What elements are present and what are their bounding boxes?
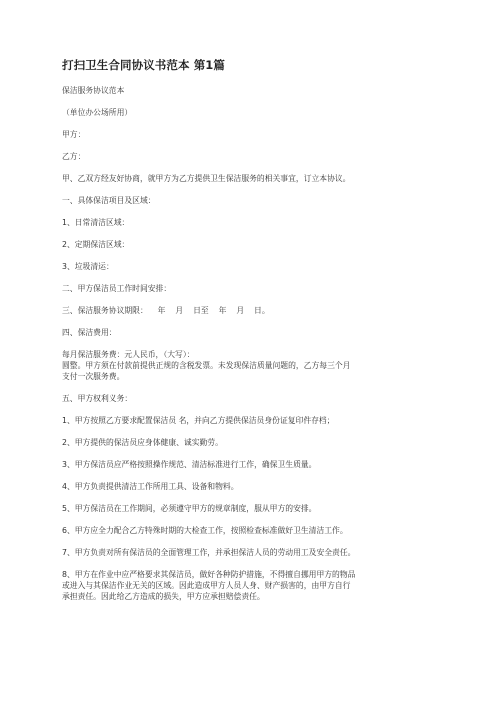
document-title: 打扫卫生合同协议书范本 第1篇: [62, 58, 226, 72]
paragraph: （单位办公场所用）: [62, 108, 133, 117]
paragraph: 1、甲方按照乙方要求配置保洁员 名，并向乙方提供保洁员身份证复印件存档；: [62, 416, 335, 425]
paragraph: 甲方：: [62, 130, 86, 139]
paragraph: 7、甲方负责对所有保洁员的全面管理工作，并承担保洁人员的劳动用工及安全责任。: [62, 548, 356, 557]
paragraph: 五、甲方权利义务：: [62, 394, 133, 403]
paragraph: 二、甲方保洁员工作时间安排：: [62, 284, 172, 293]
paragraph: 甲、乙双方经友好协商，就甲方为乙方提供卫生保洁服务的相关事宜，订立本协议。: [62, 174, 351, 183]
paragraph: 4、甲方负责提供清洁工作所用工具、设备和物料。: [62, 482, 239, 491]
paragraph: 2、甲方提供的保洁员应身体健康、诚实勤劳。: [62, 438, 223, 447]
paragraph: 每月保洁服务费：元人民币，（大写）： 圆整。甲方须在付款前提供正规的含税发票。未发现保洁质量问题的，乙方每三个月 支付一次服务费。: [62, 350, 351, 381]
paragraph: 保洁服务协议范本: [62, 86, 125, 95]
paragraph: 三、保洁服务协议期限： 年 月 日至 年 月 日。: [62, 306, 270, 315]
paragraph: 四、保洁费用：: [62, 328, 117, 337]
paragraph: 5、甲方保洁员在工作期间，必须遵守甲方的规章制度，服从甲方的安排。: [62, 504, 317, 513]
paragraph: 6、甲方应全力配合乙方特殊时期的大检查工作，按照检查标准做好卫生清洁工作。: [62, 526, 348, 535]
paragraph: 乙方：: [62, 152, 86, 161]
paragraph: 2、定期保洁区域：: [62, 240, 130, 249]
paragraph: 3、垃圾清运：: [62, 262, 114, 271]
paragraph: 一、具体保洁项目及区域：: [62, 196, 156, 205]
paragraph: 8、甲方在作业中应严格要求其保洁员，做好各种防护措施，不得擅自挪用甲方的物品 或进入与其保洁作业无关的区域。因此造成甲方人员人身、财产损害的，由甲方自行 承担责任。因此给乙方造成的损失，甲方应承担赔偿责任。: [62, 570, 356, 601]
paragraph: 3、甲方保洁员应严格按照操作规范、清洁标准进行工作，确保卫生质量。: [62, 460, 317, 469]
paragraph: 1、日常清洁区域：: [62, 218, 130, 227]
